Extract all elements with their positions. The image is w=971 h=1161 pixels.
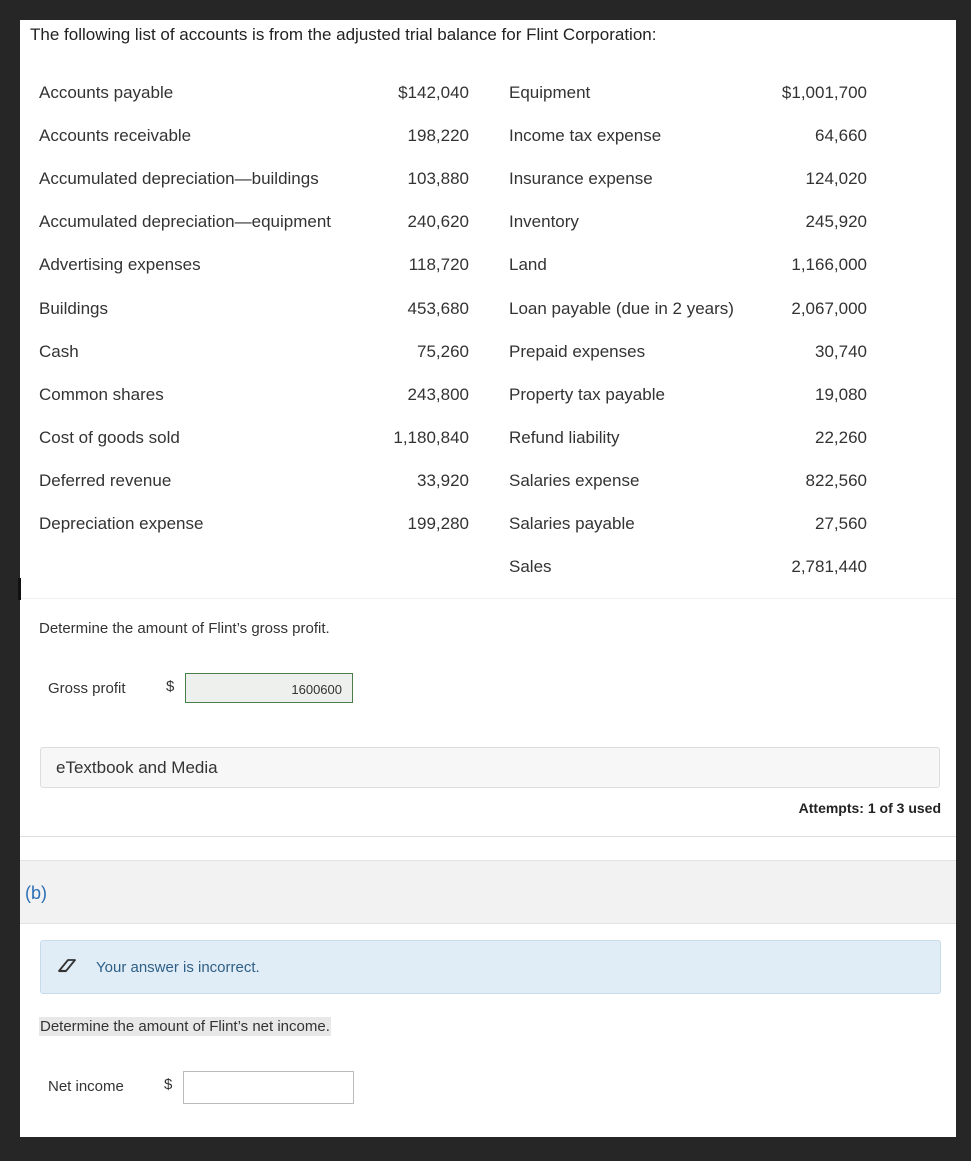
table-row [20, 247, 956, 290]
account-amount: $142,040 [398, 83, 469, 102]
account-name: Inventory [509, 212, 579, 232]
account-amount: 19,080 [815, 384, 867, 404]
account-amount: 124,020 [805, 169, 867, 189]
account-name: Accounts receivable [39, 126, 192, 146]
account-name: Buildings [39, 298, 108, 318]
table-row [20, 75, 956, 118]
part-b-question: Determine the amount of Flint’s net income. [40, 1018, 330, 1035]
net-income-label: Net income [48, 1078, 124, 1095]
table-row [20, 463, 956, 506]
account-amount: $1,001,700 [781, 83, 867, 102]
account-name: Insurance expense [509, 169, 653, 189]
account-amount: 1,166,000 [791, 255, 867, 275]
table-row [20, 549, 956, 592]
account-amount: 22,260 [815, 427, 867, 447]
table-row [20, 334, 956, 377]
pencil-icon [56, 955, 80, 975]
accounts-table [20, 75, 956, 621]
account-name: Refund liability [509, 427, 620, 447]
account-name: Accounts payable [39, 83, 174, 102]
net-income-currency: $ [164, 1076, 173, 1093]
question-page [20, 20, 956, 1137]
part-b-header [20, 860, 956, 924]
account-name: Salaries expense [509, 470, 640, 490]
account-amount: 64,660 [815, 126, 867, 146]
account-name: Salaries payable [509, 514, 635, 533]
account-amount: 30,740 [815, 341, 867, 361]
account-amount: 822,560 [805, 470, 867, 490]
section-divider [20, 836, 956, 837]
account-amount: 198,220 [407, 126, 469, 146]
part-a-question: Determine the amount of Flint’s gross profit. [39, 620, 330, 637]
attempts-counter: Attempts: 1 of 3 used [798, 800, 941, 816]
table-row [20, 506, 956, 549]
table-row [20, 377, 956, 420]
account-name: Cash [39, 341, 79, 361]
account-name: Prepaid expenses [509, 341, 646, 361]
account-amount: 2,781,440 [791, 557, 867, 577]
account-name: Deferred revenue [39, 470, 172, 490]
account-amount: 1,180,840 [393, 427, 469, 447]
account-amount: 118,720 [408, 255, 469, 275]
table-row [20, 204, 956, 247]
gross-profit-currency: $ [166, 678, 175, 695]
feedback-message: Your answer is incorrect. [96, 959, 260, 976]
account-name: Accumulated depreciation—buildings [39, 169, 319, 189]
etextbook-media-label: eTextbook and Media [56, 758, 218, 777]
account-name: Property tax payable [509, 384, 665, 404]
table-row [20, 118, 956, 161]
account-amount: 2,067,000 [791, 298, 867, 318]
table-row [20, 291, 956, 334]
account-amount: 453,680 [407, 298, 469, 318]
etextbook-media-panel[interactable] [40, 747, 940, 788]
account-amount: 27,560 [815, 514, 867, 533]
gross-profit-label: Gross profit [48, 680, 126, 697]
account-amount: 33,920 [417, 470, 469, 490]
account-amount: 243,800 [407, 384, 469, 404]
account-name: Equipment [509, 83, 591, 102]
left-edge-marker [18, 578, 21, 600]
account-name: Loan payable (due in 2 years) [509, 298, 734, 318]
part-b-label: (b) [25, 883, 47, 903]
account-amount: 245,920 [805, 212, 867, 232]
account-amount: 75,260 [417, 341, 469, 361]
net-income-input[interactable] [183, 1071, 354, 1104]
account-name: Land [509, 255, 547, 275]
account-name: Advertising expenses [39, 255, 201, 275]
account-name: Common shares [39, 384, 164, 404]
table-row [20, 420, 956, 463]
account-amount: 199,280 [407, 514, 469, 533]
account-amount: 103,880 [407, 169, 469, 189]
intro-text: The following list of accounts is from the adjusted trial balance for Flint Corporation: [30, 25, 657, 44]
account-name: Accumulated depreciation—equipment [39, 212, 332, 232]
table-divider [20, 598, 956, 599]
account-amount: 240,620 [407, 212, 469, 232]
account-name: Income tax expense [509, 126, 662, 146]
account-name: Cost of goods sold [39, 427, 180, 447]
incorrect-feedback-banner [40, 940, 941, 994]
account-name: Sales [509, 557, 552, 577]
table-row [20, 161, 956, 204]
gross-profit-input[interactable]: 1600600 [185, 673, 353, 703]
account-name: Depreciation expense [39, 514, 204, 533]
